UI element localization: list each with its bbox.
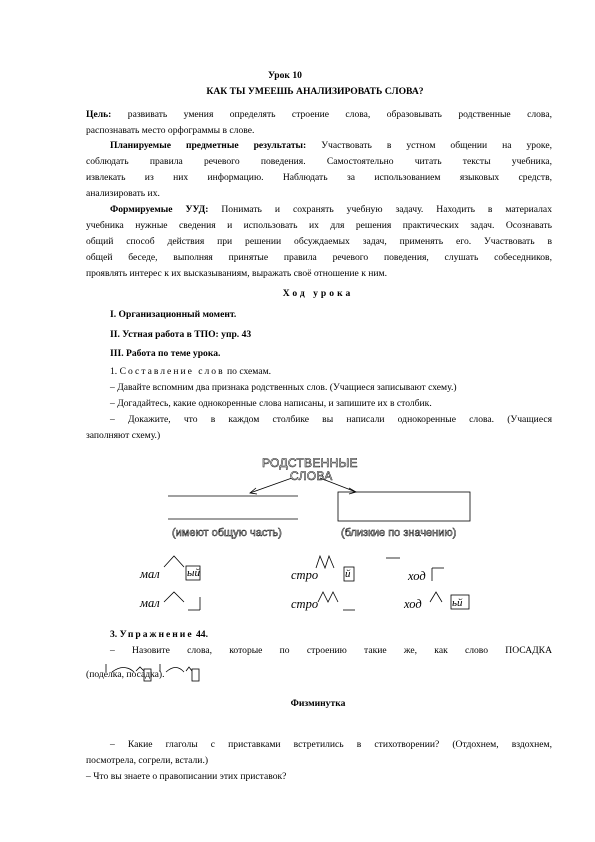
question-2: – Догадайтесь, какие однокоренные слова написаны, и запишите их в столбик.	[110, 398, 432, 409]
uud-line-2: учебника нужные сведения и использовать их для решения практических задач. Осознавать	[86, 220, 552, 231]
ending-box-posadka	[192, 669, 199, 681]
exercise-prefix: 3.	[110, 629, 118, 640]
uud-label: Формируемые УУД:	[110, 204, 209, 215]
root-arc-stro-1	[316, 556, 334, 568]
uud-text-1: Понимать и сохранять учебную задачу. Находить в материалах	[221, 204, 552, 215]
word-mal-2: мал	[140, 596, 160, 610]
right-box	[338, 492, 470, 521]
example-1-suffix: к	[112, 669, 118, 680]
exercise-number: 44.	[196, 629, 208, 640]
example-1-ending: а	[117, 669, 122, 680]
lesson-title: КАК ТЫ УМЕЕШЬ АНАЛИЗИРОВАТЬ СЛОВА?	[206, 86, 424, 97]
question-1: – Давайте вспомним два признака родственных слов. (Учащиеся записывают схему.)	[110, 382, 457, 393]
final-line-1: – Какие глаголы с приставками встретились в стихотворении? (Отдохнем, вздохнем,	[110, 739, 552, 750]
example-2-stem: посадк	[126, 669, 155, 680]
word-mal-1-ending: ый	[187, 567, 200, 579]
root-arc-mal-1	[164, 556, 184, 567]
root-arc-posad	[166, 668, 184, 673]
course-heading: Ход урока	[282, 288, 354, 299]
word-mal-1: мал	[140, 567, 160, 581]
suffix-mark-posadka	[186, 667, 192, 671]
examples-open-paren: (	[86, 669, 90, 680]
goal-text-1: развивать умения определять строение слова, образовывать родственные слова,	[127, 109, 552, 120]
question-3-line-1: – Докажите, что в каждом столбике вы написали однокоренные слова. (Учащиеся	[110, 414, 552, 425]
diagram-title-line-1: РОДСТВЕННЫЕ	[262, 456, 358, 470]
planned-line-2: соблюдать правила речевого поведения. Самостоятельно читать тексты учебника,	[86, 156, 552, 167]
word-stro-1: стро	[291, 568, 319, 582]
uud-line-3: общий способ действия при решении обсуждаемых задач, применять его. Участвовать в	[86, 236, 552, 247]
subtask-1-title: Составление слов	[119, 366, 225, 377]
exercise-heading	[110, 629, 208, 641]
final-line-3: – Что вы знаете о правописании этих приставок?	[86, 771, 287, 782]
uud-line-4: общей беседе, выполняя принятые правила речевого поведения, слушать собеседников,	[86, 252, 552, 263]
examples-comma: ,	[121, 669, 124, 680]
planned-text-1: Участвовать в устном общении на уроке,	[321, 140, 552, 151]
word-stro-1-ending: й	[345, 568, 351, 580]
example-1-stem: подел	[89, 669, 113, 680]
word-stro-2: стро	[291, 597, 319, 611]
course-item-1: I. Организационный момент.	[110, 309, 237, 320]
planned-line-4: анализировать их.	[86, 188, 160, 199]
exercise-examples	[86, 669, 164, 681]
examples-close-paren: ).	[158, 669, 165, 680]
goal-label: Цель:	[86, 109, 112, 120]
fizminutka-heading: Физминутка	[290, 698, 346, 709]
example-2-ending: а	[154, 669, 159, 680]
diagram-title-line-2: СЛОВА	[290, 469, 333, 483]
exercise-title: Упражнение	[119, 629, 194, 640]
uud-line-5: проявлять интерес к их высказываниям, выражать своё отношение к ним.	[86, 268, 388, 279]
root-arc-mal-2	[164, 592, 184, 602]
goal-line-2: распознавать место орфограммы в слове.	[86, 125, 255, 136]
planned-label: Планируемые предметные результаты:	[110, 140, 307, 151]
exercise-line-1: – Назовите слова, которые по строению такие же, как слово ПОСАДКА	[110, 645, 552, 656]
word-hod-2-ending: ьй	[452, 597, 463, 609]
right-caption: (близкие по значению)	[341, 527, 457, 539]
word-hod-2: ход	[404, 597, 422, 611]
subtask-1-rest: по схемам.	[227, 366, 272, 377]
course-item-2: II. Устная работа в ТПО: упр. 43	[110, 329, 252, 340]
arrow-left-line	[250, 478, 292, 493]
subtask-1-prefix: 1.	[110, 366, 118, 377]
root-arc-stro-2	[318, 592, 338, 602]
root-arc-hod-2	[430, 592, 442, 602]
question-3-line-2: заполняют схему.)	[86, 430, 161, 441]
left-caption: (имеют общую часть)	[172, 527, 282, 539]
course-item-3: III. Работа по теме урока.	[110, 348, 221, 359]
lesson-number: Урок 10	[268, 70, 302, 81]
final-line-2: посмотрела, согрели, встали.)	[86, 755, 209, 766]
planned-line-3: извлекать из них информацию. Наблюдать за использованием языковых средств,	[86, 172, 552, 183]
word-hod-1: ход	[408, 569, 426, 583]
